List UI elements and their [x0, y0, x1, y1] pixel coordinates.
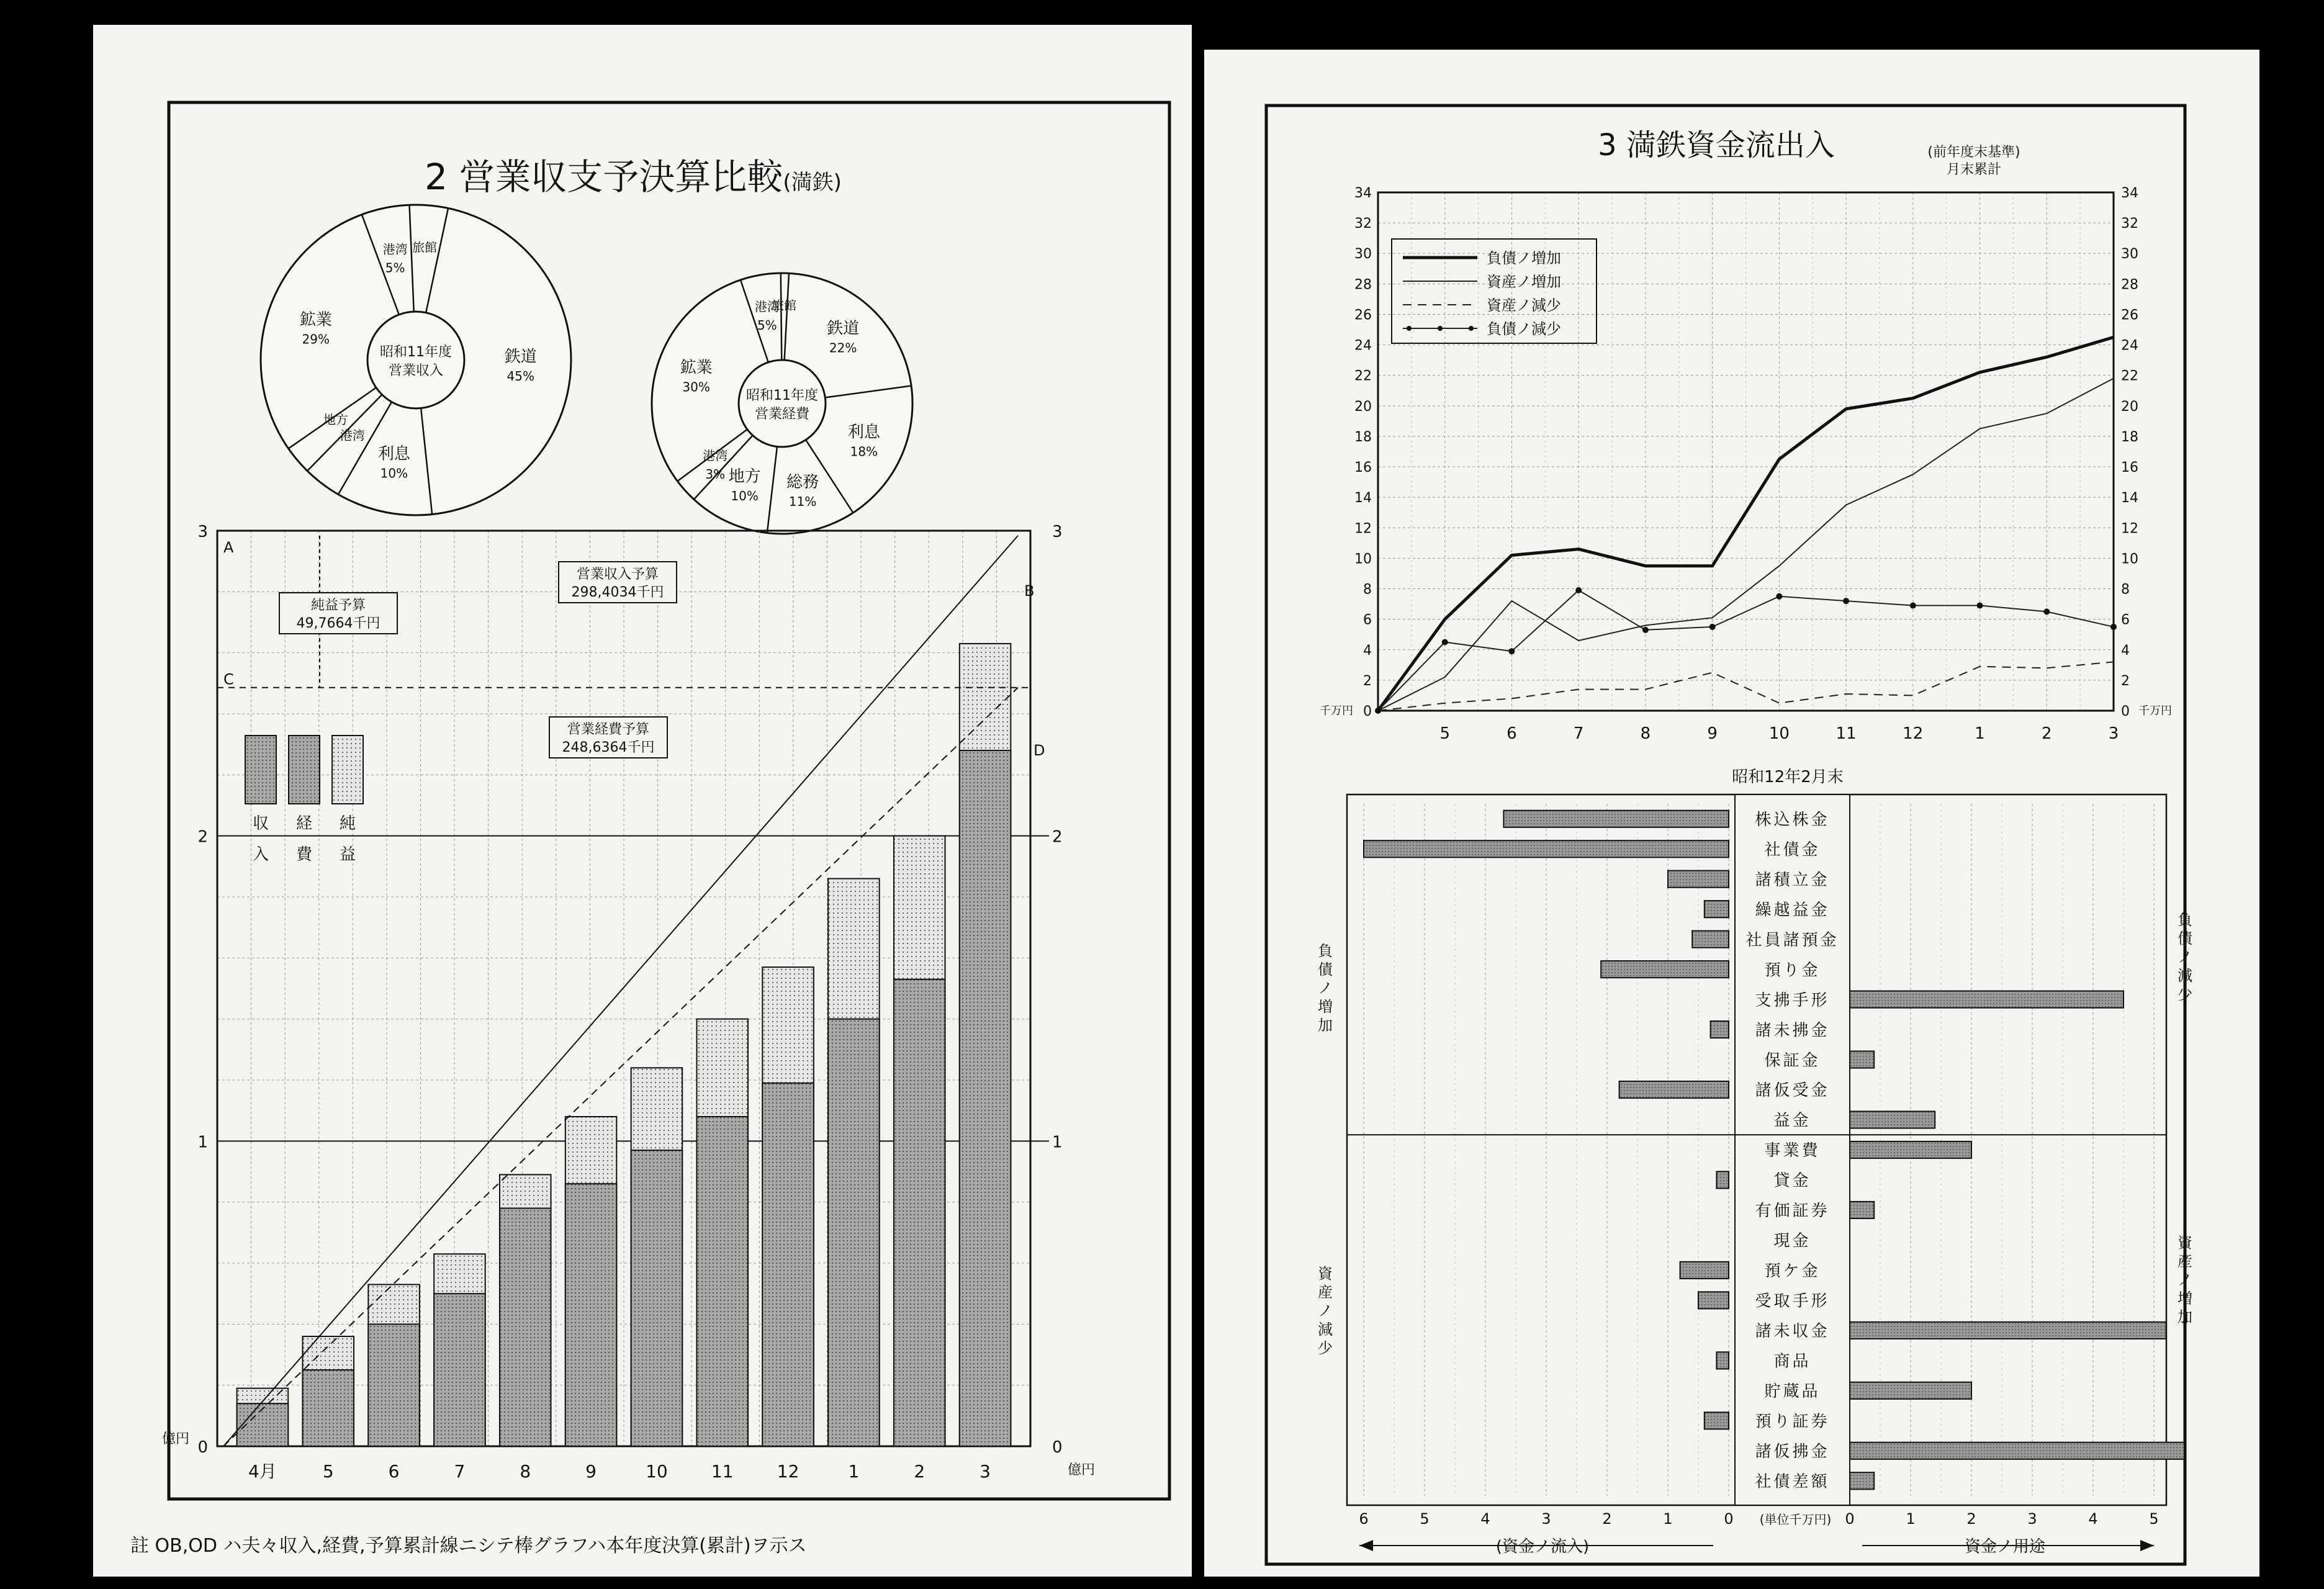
hbar-xtick-left: 6 [1359, 1510, 1369, 1528]
pie-expense-slice-label-5: 鉱業 [680, 358, 713, 377]
line-ytick-left: 2 [1363, 673, 1372, 689]
budget-legend-label-1: 経 [295, 814, 313, 833]
hbar-bar-right [1850, 1202, 1874, 1218]
line-ytick-right: 4 [2121, 642, 2130, 659]
pie-expense-slice-pct-4: 3% [705, 467, 726, 482]
line-ytick-left: 10 [1354, 551, 1372, 567]
budget-bar-expense [500, 1209, 551, 1447]
pie-income-chart [261, 205, 571, 515]
left-page [93, 25, 1192, 1577]
hbar-bar-right [1850, 1051, 1874, 1068]
line-xtick: 2 [2041, 724, 2052, 743]
pie-income-slice-label-0: 鉄道 [504, 347, 537, 366]
line-ytick-right: 12 [2121, 521, 2138, 537]
line-series-point [1776, 593, 1782, 600]
hbar-xtick-left: 4 [1480, 1510, 1490, 1528]
hbar-item-label: 預り金 [1764, 961, 1821, 980]
hbar-bar-right [1850, 991, 2124, 1008]
line-series-point [1375, 708, 1381, 714]
hbar-group-liab-dec: 減 [2178, 967, 2192, 984]
line-xtick: 9 [1707, 724, 1718, 743]
hbar-item-label: 諸積立金 [1755, 870, 1830, 889]
hbar-group-asset-inc: 産 [2178, 1253, 2192, 1270]
budget-bar-expense [237, 1403, 289, 1446]
hbar-bar-right [1850, 1382, 1971, 1399]
line-series-point [1709, 624, 1716, 630]
line-legend-point [1407, 326, 1412, 331]
line-legend-point [1438, 326, 1443, 331]
pie-income-title-2: 営業収入 [388, 363, 444, 379]
hbar-xtick-left: 1 [1663, 1510, 1673, 1528]
hbar-bar-left [1668, 871, 1729, 888]
hbar-item-label: 社債差額 [1755, 1472, 1830, 1492]
hbar-group-asset-dec: 産 [1318, 1284, 1333, 1301]
right-title-note-1: (前年度末基準) [1927, 145, 2020, 160]
hbar-item-label: 株込株金 [1755, 810, 1830, 829]
hbar-item-label: 貯蔵品 [1764, 1382, 1821, 1402]
pie-expense-slice-label-1: 利息 [847, 423, 880, 442]
line-ytick-right: 0 [2121, 704, 2130, 719]
budget-unit-right: 億円 [1068, 1462, 1096, 1478]
pie-expense-slice-label-3: 地方 [728, 467, 761, 486]
pie-income-slice-label-3: 地方 [323, 412, 348, 428]
hbar-xtick-right: 0 [1845, 1510, 1855, 1528]
hbar-xtick-right: 4 [2088, 1510, 2098, 1528]
line-xtick: 8 [1640, 724, 1651, 743]
hbar-group-asset-dec: 資 [1318, 1265, 1333, 1282]
line-unit-right: 千万円 [2138, 704, 2172, 718]
hbar-group-asset-dec: ノ [1318, 1302, 1333, 1320]
hbar-group-asset-dec: 少 [1318, 1339, 1333, 1357]
line-legend-label: 負債ノ減少 [1487, 320, 1561, 338]
budget-profit-value: 49,7664千円 [296, 616, 381, 631]
hbar-item-label: 支拂手形 [1755, 991, 1830, 1010]
pie-income-slice-pct-1: 10% [380, 466, 408, 481]
pie-income-slice-label-5: 港湾 [382, 241, 408, 257]
hbar-item-label: 益金 [1773, 1111, 1811, 1130]
budget-expense-label: 営業経費予算 [567, 722, 650, 737]
budget-ytick-left: 3 [197, 523, 208, 541]
pie-expense-slice-pct-0: 22% [829, 340, 857, 356]
hbar-group-liab-inc: ノ [1318, 979, 1333, 997]
budget-point-a: A [223, 539, 234, 556]
budget-xtick: 1 [848, 1461, 860, 1482]
hbar-xtick-right: 2 [1966, 1510, 1976, 1528]
budget-xtick: 3 [980, 1461, 991, 1482]
pie-expense-slice-pct-5: 30% [682, 379, 710, 395]
budget-legend-label-1: 収 [252, 814, 269, 833]
line-series-point [1977, 603, 1983, 609]
left-page-canvas [93, 25, 1192, 1577]
budget-xtick: 8 [520, 1461, 531, 1482]
hbar-item-label: 受取手形 [1755, 1292, 1830, 1311]
budget-income-value: 298,4034千円 [571, 585, 664, 600]
line-xtick: 3 [2108, 724, 2119, 743]
hbar-item-label: 社員諸預金 [1745, 930, 1839, 950]
hbar-item-label: 諸仮拂金 [1755, 1442, 1830, 1461]
line-ytick-right: 26 [2121, 307, 2138, 323]
budget-legend-label-2: 益 [339, 845, 356, 864]
line-xtick: 6 [1507, 724, 1517, 743]
budget-bar-expense [631, 1150, 683, 1446]
pie-income-inner [367, 312, 464, 408]
hbar-group-asset-inc: 増 [2178, 1290, 2192, 1307]
hbar-item-label: 社債金 [1764, 840, 1821, 860]
hbar-item-label: 商品 [1773, 1352, 1811, 1371]
budget-bar-expense [960, 750, 1011, 1446]
hbar-group-asset-inc: 加 [2178, 1308, 2192, 1326]
budget-legend-label-2: 入 [252, 845, 269, 864]
left-footnote: 註 OB,OD ハ夫々収入,経費,予算累計線ニシテ棒グラフハ本年度決算(累計)ヲ示ス [130, 1535, 807, 1557]
line-ytick-right: 32 [2121, 216, 2138, 232]
hbar-xlabel-right: 資金ノ用途 [1964, 1537, 2046, 1556]
line-ytick-left: 16 [1354, 460, 1372, 476]
hbar-group-liab-dec: 債 [2178, 930, 2192, 947]
line-ytick-right: 30 [2121, 246, 2138, 263]
hbar-group-liab-dec: 少 [2178, 986, 2192, 1003]
hbar-bar-right [1850, 1141, 1971, 1158]
budget-xtick: 10 [646, 1461, 668, 1482]
hbar-xtick-left: 5 [1420, 1510, 1430, 1528]
pie-income-slice-pct-0: 45% [507, 368, 534, 384]
line-ytick-right: 20 [2121, 398, 2138, 415]
budget-income-label: 営業収入予算 [576, 567, 659, 582]
budget-ytick-right: 3 [1052, 523, 1063, 541]
hbar-bar-right [1850, 1111, 1935, 1128]
budget-ytick-right: 0 [1052, 1438, 1063, 1457]
hbar-item-label: 保証金 [1764, 1051, 1821, 1070]
line-ytick-left: 12 [1354, 521, 1372, 537]
budget-bar-expense [762, 1083, 814, 1446]
hbar-xtick-right: 1 [1906, 1510, 1916, 1528]
budget-bar-expense [565, 1184, 617, 1446]
budget-xtick: 7 [454, 1461, 466, 1482]
line-ytick-left: 4 [1363, 642, 1372, 659]
line-ytick-left: 22 [1354, 368, 1372, 384]
right-title: 3 満鉄資金流出入 [1598, 128, 1835, 163]
hbar-item-label: 諸未収金 [1755, 1322, 1830, 1341]
hbar-item-label: 現金 [1773, 1231, 1811, 1251]
hbar-bar-left [1716, 1171, 1729, 1188]
hbar-bar-left [1716, 1352, 1729, 1369]
hbar-title: 昭和12年2月末 [1732, 768, 1844, 786]
hbar-bar-left [1601, 961, 1729, 978]
hbar-bar-left [1503, 811, 1729, 827]
hbar-group-asset-inc: 資 [2178, 1234, 2192, 1251]
hbar-bar-left [1680, 1262, 1729, 1279]
line-ytick-right: 22 [2121, 368, 2138, 384]
line-xtick: 11 [1835, 724, 1857, 743]
budget-ytick-left: 1 [197, 1133, 208, 1152]
fund-bar-chart [1318, 768, 2194, 1556]
pie-expense-title-1: 昭和11年度 [746, 388, 818, 403]
pie-income-slice-label-2: 港湾 [340, 428, 365, 443]
line-xtick: 12 [1903, 724, 1924, 743]
line-series-point [1442, 639, 1448, 645]
budget-legend-label-1: 純 [339, 814, 356, 833]
pie-expense-slice-pct-2: 11% [788, 494, 817, 510]
line-ytick-left: 26 [1354, 307, 1372, 323]
hbar-item-label: 預ケ金 [1764, 1262, 1821, 1281]
line-ytick-left: 8 [1363, 582, 1372, 598]
budget-bar-chart [162, 523, 1095, 1482]
line-ytick-right: 8 [2121, 582, 2130, 598]
budget-legend-swatch [245, 736, 276, 804]
line-ytick-left: 34 [1354, 186, 1372, 201]
hbar-bar-right [1850, 1472, 1874, 1489]
budget-bar-expense [696, 1117, 748, 1446]
hbar-bar-right [1850, 1443, 2184, 1459]
hbar-bar-left [1364, 840, 1729, 857]
budget-bar-expense [368, 1324, 420, 1446]
line-xtick: 5 [1439, 724, 1451, 743]
hbar-item-label: 預り証券 [1755, 1412, 1830, 1431]
pie-expense-slice-label-4: 港湾 [703, 448, 728, 464]
budget-ytick-right: 1 [1052, 1133, 1063, 1152]
budget-legend-swatch [332, 736, 363, 804]
pie-expense-slice-label-7: 旅館 [772, 298, 797, 313]
hbar-group-asset-inc: ノ [2178, 1271, 2192, 1289]
hbar-arrow-left-head [1359, 1540, 1373, 1551]
hbar-group-liab-dec: 負 [2178, 911, 2192, 929]
line-ytick-right: 2 [2121, 673, 2130, 689]
line-ytick-right: 16 [2121, 460, 2138, 476]
budget-xtick: 9 [585, 1461, 597, 1482]
budget-xtick: 6 [388, 1461, 400, 1482]
budget-point-d: D [1034, 742, 1045, 759]
hbar-xtick-left: 2 [1602, 1510, 1612, 1528]
hbar-group-liab-dec: ノ [2178, 948, 2192, 966]
budget-ytick-left: 0 [197, 1438, 208, 1457]
line-ytick-right: 24 [2121, 338, 2138, 354]
hbar-arrow-right-head [2140, 1540, 2154, 1551]
budget-xtick: 12 [777, 1461, 799, 1482]
left-title: 2 営業収支予決算比較(満鉄) [425, 156, 842, 198]
pie-income-slice-pct-4: 29% [302, 331, 330, 347]
budget-expense-value: 248,6364千円 [562, 740, 655, 755]
line-ytick-left: 14 [1354, 490, 1372, 506]
budget-xtick: 4月 [248, 1461, 277, 1482]
hbar-item-label: 貸金 [1773, 1171, 1811, 1191]
pie-expense-slice-pct-6: 5% [757, 318, 777, 333]
line-ytick-right: 6 [2121, 612, 2130, 628]
pie-expense-chart [652, 273, 912, 534]
budget-xtick: 5 [322, 1461, 334, 1482]
pie-income-slice-label-6: 旅館 [412, 240, 438, 255]
hbar-item-label: 事業費 [1764, 1141, 1821, 1161]
hbar-bar-left [1711, 1021, 1729, 1038]
line-ytick-right: 18 [2121, 429, 2138, 445]
line-series-point [2110, 624, 2117, 630]
line-series-point [1843, 598, 1849, 604]
pie-expense-title-2: 営業経費 [754, 407, 810, 422]
budget-bar-expense [302, 1370, 354, 1446]
line-ytick-left: 6 [1363, 612, 1372, 628]
budget-legend-swatch [289, 736, 320, 804]
line-legend-point [1469, 326, 1474, 331]
hbar-item-label: 繰越益金 [1755, 901, 1830, 920]
line-ytick-left: 28 [1354, 277, 1372, 293]
line-legend-label: 資産ノ減少 [1487, 297, 1561, 314]
hbar-group-liab-inc: 加 [1318, 1017, 1333, 1034]
hbar-item-label: 諸未拂金 [1755, 1021, 1830, 1040]
line-series-point [1575, 587, 1582, 593]
budget-point-b: B [1024, 582, 1035, 600]
hbar-xtick-right: 5 [2149, 1510, 2159, 1528]
line-series-point [1508, 648, 1515, 654]
hbar-group-liab-inc: 負 [1318, 942, 1333, 960]
right-frame [1266, 106, 2185, 1564]
budget-xtick: 11 [711, 1461, 734, 1482]
right-page [1204, 50, 2259, 1577]
line-unit-left: 千万円 [1320, 704, 1353, 718]
pie-expense-slice-label-0: 鉄道 [827, 319, 860, 338]
hbar-xlabel-left: (資金ノ流入) [1495, 1537, 1590, 1556]
line-ytick-left: 0 [1363, 704, 1372, 719]
budget-ytick-left: 2 [197, 827, 208, 847]
pie-expense-slice-pct-1: 18% [850, 444, 878, 459]
line-legend-label: 資産ノ増加 [1487, 273, 1561, 290]
line-ytick-right: 14 [2121, 490, 2138, 506]
pie-expense-slice-label-6: 港湾 [754, 299, 780, 315]
line-ytick-right: 10 [2121, 551, 2138, 567]
line-ytick-left: 30 [1354, 246, 1372, 263]
right-page-canvas [1204, 50, 2259, 1577]
hbar-bar-left [1705, 1412, 1729, 1429]
hbar-xtick-left: 0 [1724, 1510, 1734, 1528]
hbar-item-label: 有価証券 [1755, 1202, 1830, 1221]
right-title-note-2: 月末累計 [1946, 162, 2002, 178]
hbar-group-liab-inc: 債 [1318, 961, 1333, 978]
hbar-group-asset-dec: 減 [1318, 1321, 1333, 1338]
line-series-point [1910, 603, 1916, 609]
hbar-bar-left [1705, 901, 1729, 917]
budget-profit-label: 純益予算 [310, 598, 366, 613]
hbar-xtick-left: 3 [1541, 1510, 1551, 1528]
hbar-bar-left [1692, 931, 1729, 948]
line-ytick-right: 34 [2121, 186, 2138, 201]
line-xtick: 10 [1768, 724, 1790, 743]
budget-bar-expense [828, 1019, 880, 1446]
budget-xtick: 2 [914, 1461, 926, 1482]
budget-unit-left: 億円 [161, 1431, 189, 1447]
line-ytick-left: 24 [1354, 338, 1372, 354]
pie-expense-inner [739, 360, 826, 447]
hbar-unit: (単位千万円) [1759, 1512, 1832, 1527]
budget-bar-expense [434, 1294, 485, 1446]
budget-ytick-right: 2 [1052, 827, 1063, 847]
pie-income-slice-pct-5: 5% [385, 260, 405, 276]
hbar-group-liab-inc: 増 [1318, 998, 1333, 1015]
budget-bar-expense [894, 979, 945, 1446]
pie-income-slice-label-4: 鉱業 [299, 310, 332, 330]
hbar-bar-left [1698, 1292, 1729, 1308]
hbar-xtick-right: 3 [2027, 1510, 2037, 1528]
hbar-bar-left [1619, 1081, 1729, 1098]
hbar-item-label: 諸仮受金 [1755, 1081, 1830, 1101]
fund-line-chart [1320, 186, 2172, 743]
pie-expense-slice-label-2: 総務 [786, 473, 819, 492]
hbar-bar-right [1850, 1322, 2166, 1339]
line-ytick-right: 28 [2121, 277, 2138, 293]
budget-legend-label-2: 費 [295, 845, 313, 864]
pie-expense-slice-pct-3: 10% [731, 488, 759, 503]
budget-point-c: C [223, 670, 234, 688]
line-series-point [2043, 608, 2050, 614]
pie-income-title-1: 昭和11年度 [380, 344, 452, 360]
line-ytick-left: 18 [1354, 429, 1372, 445]
line-xtick: 1 [1975, 724, 1985, 743]
line-xtick: 7 [1573, 724, 1584, 743]
line-ytick-left: 20 [1354, 398, 1372, 415]
line-legend-label: 負債ノ増加 [1487, 250, 1561, 267]
pie-income-slice-label-1: 利息 [377, 444, 410, 464]
line-ytick-left: 32 [1354, 216, 1372, 232]
line-series-point [1642, 627, 1649, 633]
